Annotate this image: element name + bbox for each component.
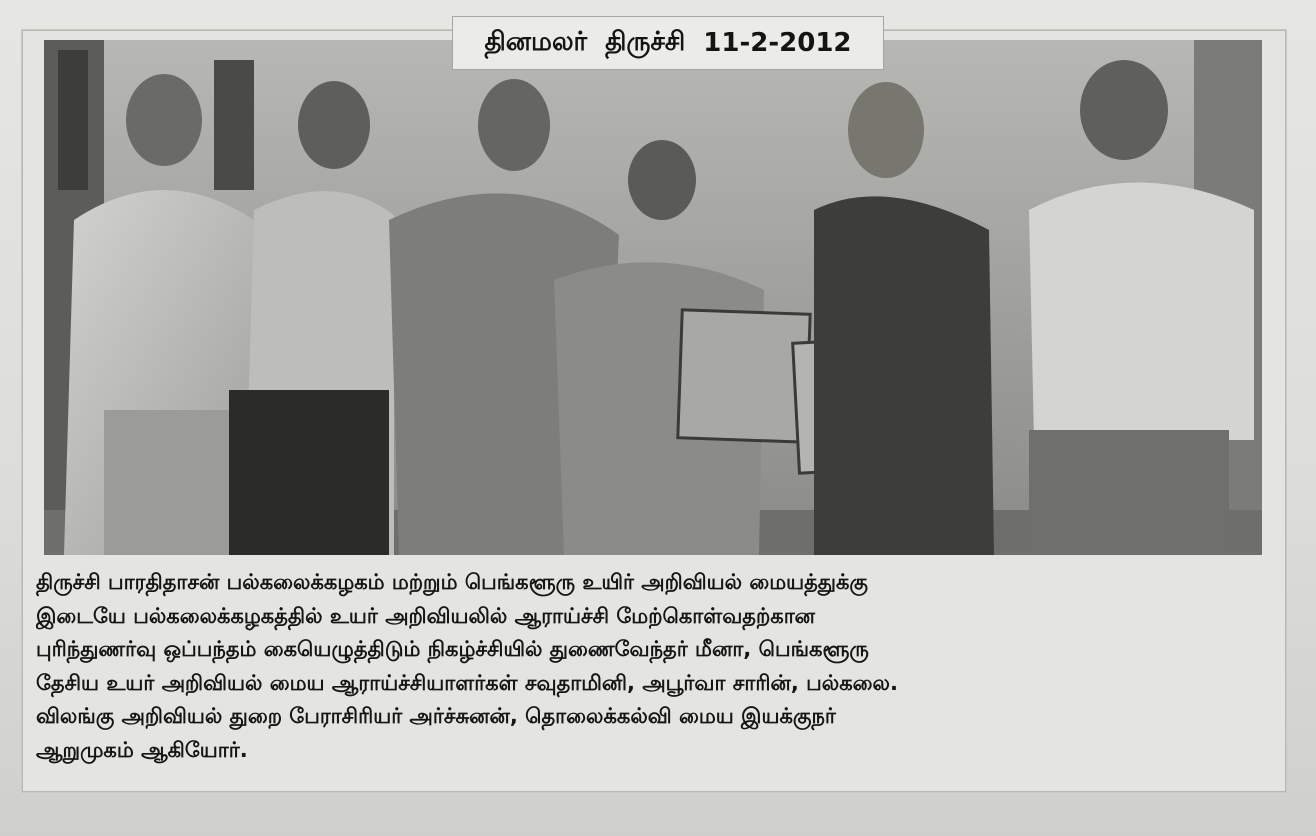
caption-line: ஆறுமுகம் ஆகியோர். <box>36 737 248 762</box>
masthead-label <box>452 16 884 70</box>
publication-date: 11-2-2012 <box>703 28 852 58</box>
agreement-folder <box>678 310 810 442</box>
caption-line: விலங்கு அறிவியல் துறை பேராசிரியர் அர்ச்சுனன், தொலைக்கல்வி மைய இயக்குநர் <box>36 704 836 728</box>
caption-line: தேசிய உயர் அறிவியல் மைய ஆராய்ச்சியாளர்கள் சவுதாமினி, அபூர்வா சாரின், பல்கலை. <box>36 670 898 695</box>
caption-line: இடையே பல்கலைக்கழகத்தில் உயர் அறிவியலில் ஆராய்ச்சி மேற்கொள்வதற்கான <box>36 603 816 628</box>
newspaper-name: தினமலர் <box>484 26 588 57</box>
photo-caption <box>36 566 1268 767</box>
caption-line: புரிந்துணர்வு ஒப்பந்தம் கையெழுத்திடும் நிகழ்ச்சியில் துணைவேந்தர் மீனா, பெங்களூரு <box>36 637 869 661</box>
city-name: திருச்சி <box>605 26 686 57</box>
caption-line: திருச்சி பாரதிதாசன் பல்கலைக்கழகம் மற்றும் பெங்களூரு உயிர் அறிவியல் மையத்துக்கு <box>36 570 868 594</box>
news-photo <box>44 40 1262 555</box>
